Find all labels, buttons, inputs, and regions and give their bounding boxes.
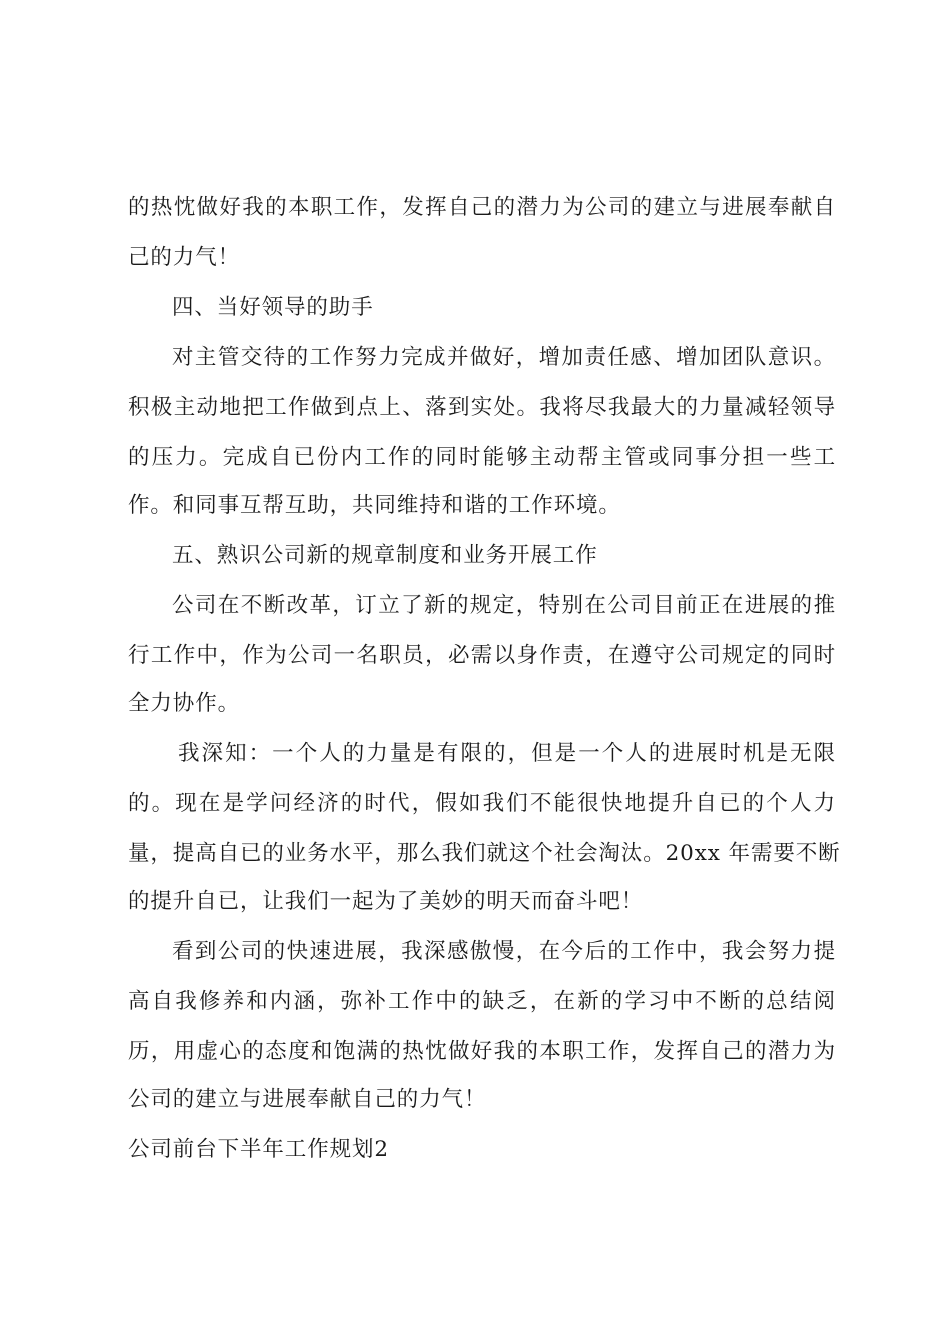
body-line-13: 的。现在是学问经济的时代，假如我们不能很快地提升自已的个人力: [128, 791, 836, 816]
body-line-19: 公司的建立与进展奉献自己的力气！: [128, 1087, 487, 1112]
section-heading-4: 四、当好领导的助手: [172, 295, 374, 320]
body-line-18: 历，用虚心的态度和饱满的热忱做好我的本职工作，发挥自己的潜力为: [128, 1039, 836, 1064]
body-line-12: 我深知：一个人的力量是有限的，但是一个人的进展时机是无限: [178, 741, 836, 766]
body-line-17: 高自我修养和内涵，弥补工作中的缺乏，在新的学习中不断的总结阅: [128, 989, 836, 1014]
body-line-6: 的压力。完成自已份内工作的同时能够主动帮主管或同事分担一些工: [128, 445, 836, 470]
body-line-1: 的热忱做好我的本职工作，发挥自己的潜力为公司的建立与进展奉献自: [128, 195, 836, 220]
section-heading-5: 五、熟识公司新的规章制度和业务开展工作: [172, 543, 598, 568]
body-line-10: 行工作中，作为公司一名职员，必需以身作责，在遵守公司规定的同时: [128, 643, 836, 668]
body-line-7: 作。和同事互帮互助，共同维持和谐的工作环境。: [128, 493, 621, 518]
document-title-2: 公司前台下半年工作规划2: [128, 1137, 389, 1162]
body-line-2: 己的力气！: [128, 245, 241, 270]
body-line-9: 公司在不断改革，订立了新的规定，特别在公司目前正在进展的推: [172, 593, 836, 618]
body-line-15: 的提升自已，让我们一起为了美妙的明天而奋斗吧！: [128, 889, 644, 914]
body-line-11: 全力协作。: [128, 691, 241, 716]
body-line-4: 对主管交待的工作努力完成并做好，增加责任感、增加团队意识。: [172, 345, 836, 370]
body-line-16: 看到公司的快速进展，我深感傲慢，在今后的工作中，我会努力提: [172, 939, 836, 964]
body-line-14: 量，提高自已的业务水平，那么我们就这个社会淘汰。20xx 年需要不断: [128, 841, 841, 866]
body-line-5: 积极主动地把工作做到点上、落到实处。我将尽我最大的力量减轻领导: [128, 395, 836, 420]
